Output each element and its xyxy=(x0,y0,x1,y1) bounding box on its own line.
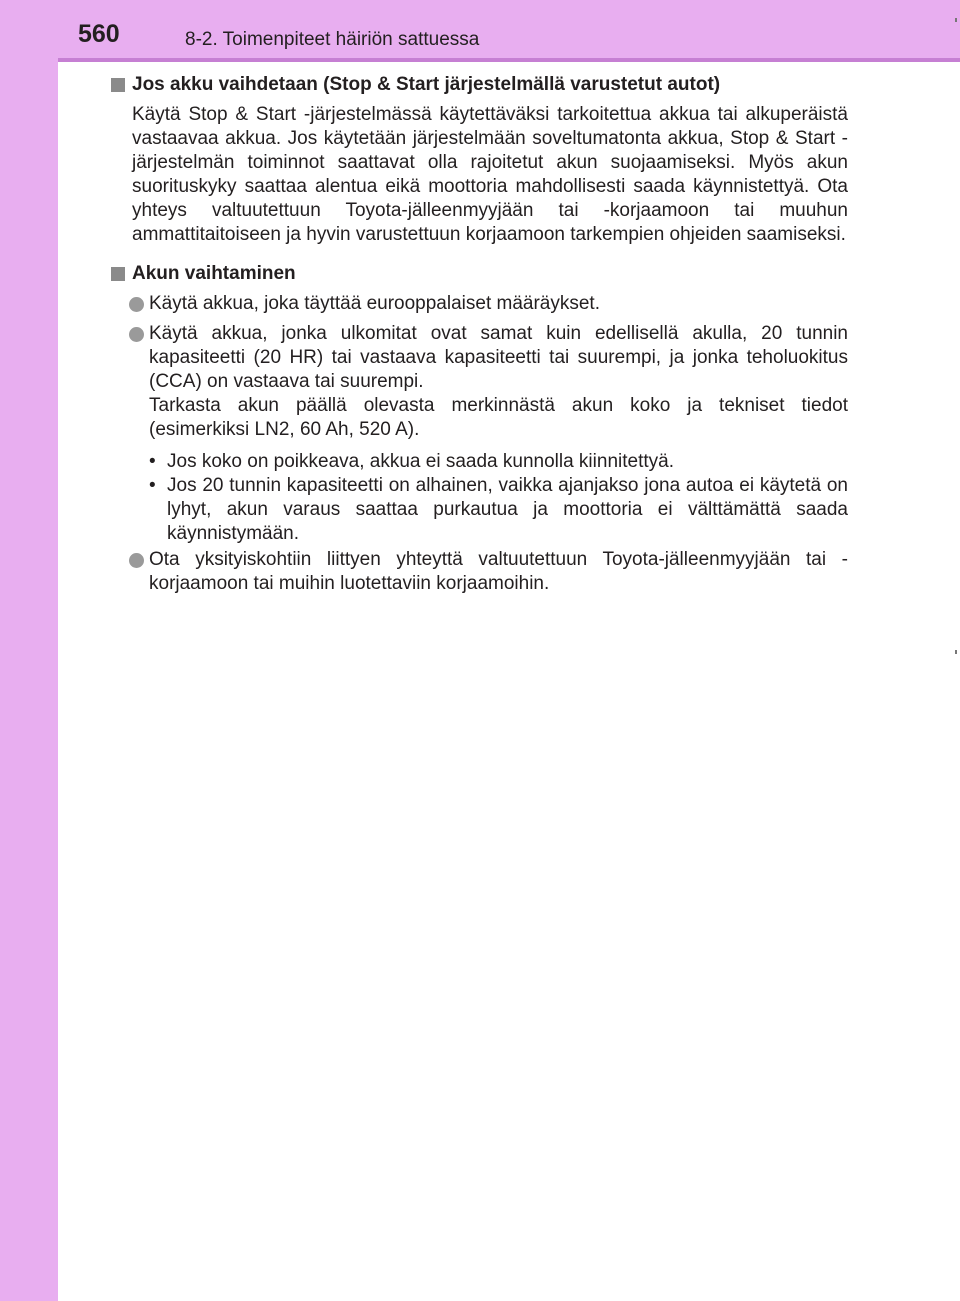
header-rule xyxy=(58,58,960,62)
sub-list-item xyxy=(149,474,848,546)
list-item xyxy=(110,292,848,316)
list-item-text: Käytä akkua, jonka ulkomitat ovat samat kuin edellisellä akulla, 20 tunnin kapasiteetti (20 HR) tai vastaava kapasiteetti tai suurempi, ja jonka teholuokitus (CCA) on vastaava tai suurempi. xyxy=(149,323,848,392)
sub-bullet-marker: • xyxy=(149,451,156,472)
sub-list-item xyxy=(149,450,848,474)
list-item xyxy=(110,322,848,442)
crop-mark xyxy=(955,650,957,654)
side-band xyxy=(0,0,58,1301)
page-number: 560 xyxy=(78,20,120,48)
list-item-text: Käytä akkua, joka täyttää eurooppalaiset määräykset. xyxy=(149,293,600,314)
section-heading-text: Akun vaihtaminen xyxy=(132,263,296,284)
sub-bullet-marker: • xyxy=(149,475,156,496)
square-bullet-icon xyxy=(111,78,125,92)
section-heading-text: Jos akku vaihdetaan (Stop & Start järjestelmällä varustetut autot) xyxy=(132,74,721,95)
list-item-note: Tarkasta akun päällä olevasta merkinnästä akun koko ja tekniset tiedot (esimerkiksi LN2, 60 Ah, 520 A). xyxy=(149,395,848,440)
crop-mark xyxy=(955,18,957,22)
sub-list xyxy=(149,450,848,546)
square-bullet-icon xyxy=(111,267,125,281)
section-title: 8-2. Toimenpiteet häiriön sattuessa xyxy=(185,29,480,50)
section-heading-battery-replacement xyxy=(110,262,848,286)
section-heading-stop-start xyxy=(110,73,848,97)
round-bullet-icon xyxy=(129,297,144,312)
round-bullet-icon xyxy=(129,553,144,568)
sub-list-item-text: Jos 20 tunnin kapasiteetti on alhainen, vaikka ajanjakso jona autoa ei käytetä on lyhyt, akun varaus saattaa purkautua ja moottoria ei välttämättä saada käynnistymään. xyxy=(167,475,848,544)
header-band xyxy=(0,0,960,58)
list-item xyxy=(110,548,848,596)
round-bullet-icon xyxy=(129,327,144,342)
page-content xyxy=(110,73,848,602)
body-paragraph: Käytä Stop & Start -järjestelmässä käytettäväksi tarkoitettua akkua tai alkuperäistä vastaavaa akkua. Jos käytetään järjestelmään soveltumatonta akkua, Stop & Start -järjestelmän toiminnot saattavat olla rajoitetut akun suojaamiseksi. Myös akun suorituskyky saattaa alentua eikä moottoria mahdollisesti saada käynnistettyä. Ota yhteys valtuutettuun Toyota-jälleenmyyjään tai -korjaamoon tai muuhun ammattitaitoiseen ja hyvin varustettuun korjaamoon tarkempien ohjeiden saamiseksi. xyxy=(132,104,848,245)
sub-list-item-text: Jos koko on poikkeava, akkua ei saada kunnolla kiinnitettyä. xyxy=(167,451,674,472)
list-item-text: Ota yksityiskohtiin liittyen yhteyttä valtuutettuun Toyota-jälleenmyyjään tai -korjaamoon tai muihin luotettaviin korjaamoihin. xyxy=(149,549,848,594)
